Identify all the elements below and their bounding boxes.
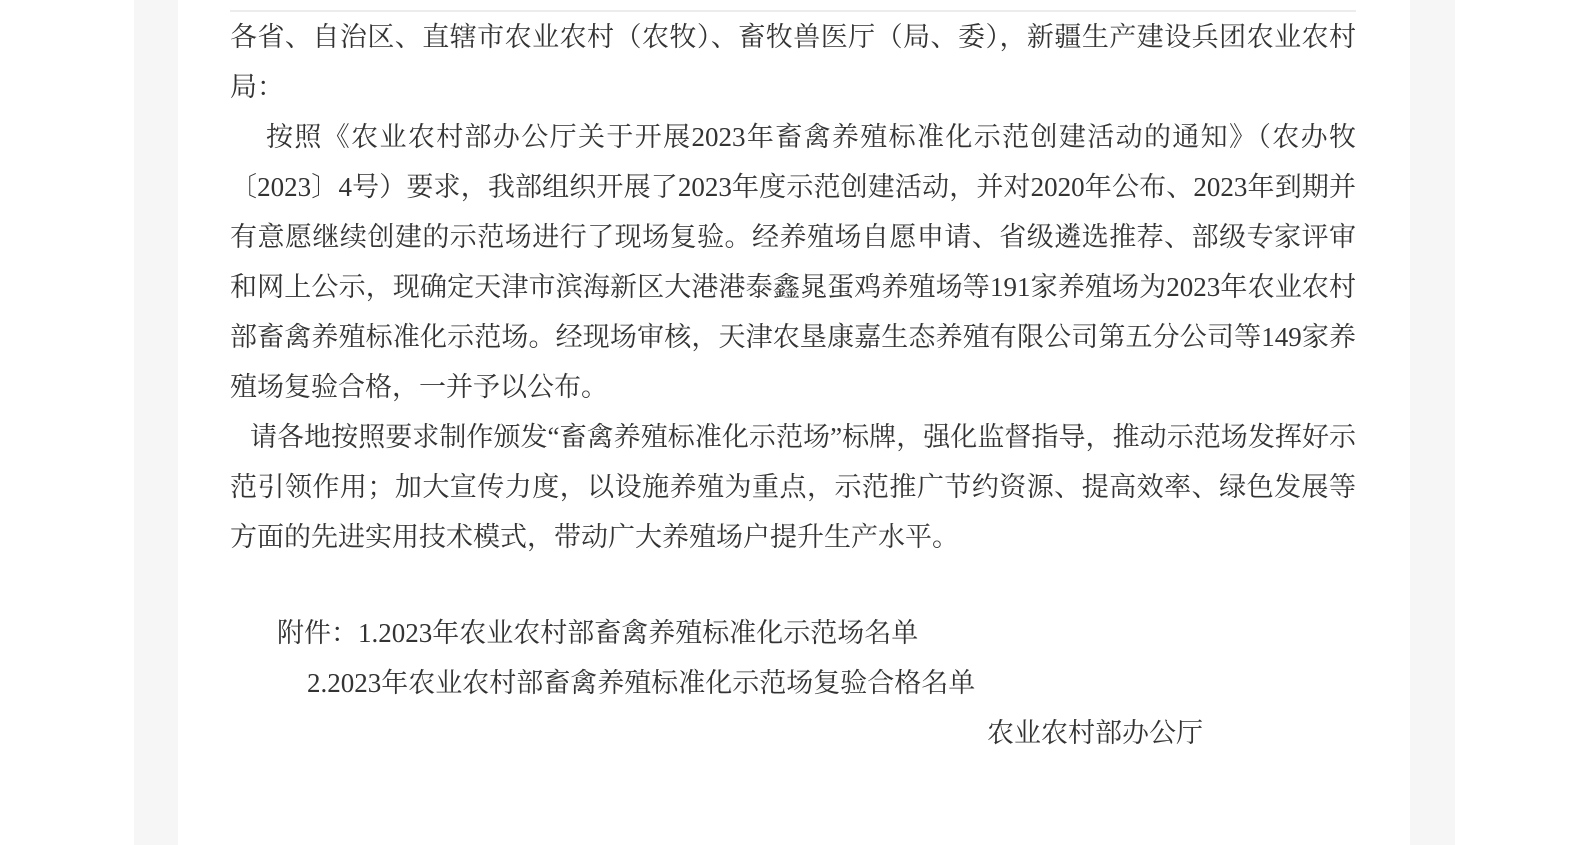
paragraph-review-results: 按照《农业农村部办公厅关于开展2023年畜禽养殖标准化示范创建活动的通知》（农办牧〔2023〕4号）要求，我部组织开展了2023年度示范创建活动，并对2020年公布、2023年到期并有意愿继续创建的示范场进行了现场复验。经养殖场自愿申请、省级遴选推荐、部级专家评审和网上公示，现确定天津市滨海新区大港港泰鑫晁蛋鸡养殖场等191家养殖场为2023年农业农村部畜禽养殖标准化示范场。经现场审核，天津农垦康嘉生态养殖有限公司第五分公司等149家养殖场复验合格，一并予以公布。 (230, 122, 1356, 402)
page-background-strip (134, 0, 1455, 845)
attachments-block (230, 608, 1356, 708)
attachments-label: 附件： (277, 618, 358, 648)
salutation: 各省、自治区、直辖市农业农村（农牧）、畜牧兽医厅（局、委），新疆生产建设兵团农业农村局： (230, 22, 1356, 102)
attachment-item-2: 2.2023年农业农村部畜禽养殖标准化示范场复验合格名单 (307, 668, 976, 698)
notice-body (230, 12, 1356, 758)
attachment-line-1 (230, 608, 1356, 658)
paragraph-requirements: 请各地按照要求制作颁发“畜禽养殖标准化示范场”标牌，强化监督指导，推动示范场发挥好示范引领作用；加大宣传力度，以设施养殖为重点，示范推广节约资源、提高效率、绿色发展等方面的先进实用技术模式，带动广大养殖场户提升生产水平。 (230, 422, 1356, 552)
attachment-item-1: 1.2023年农业农村部畜禽养殖标准化示范场名单 (358, 618, 919, 648)
document-card (178, 0, 1410, 845)
issuer-signature: 农业农村部办公厅 (987, 718, 1203, 748)
